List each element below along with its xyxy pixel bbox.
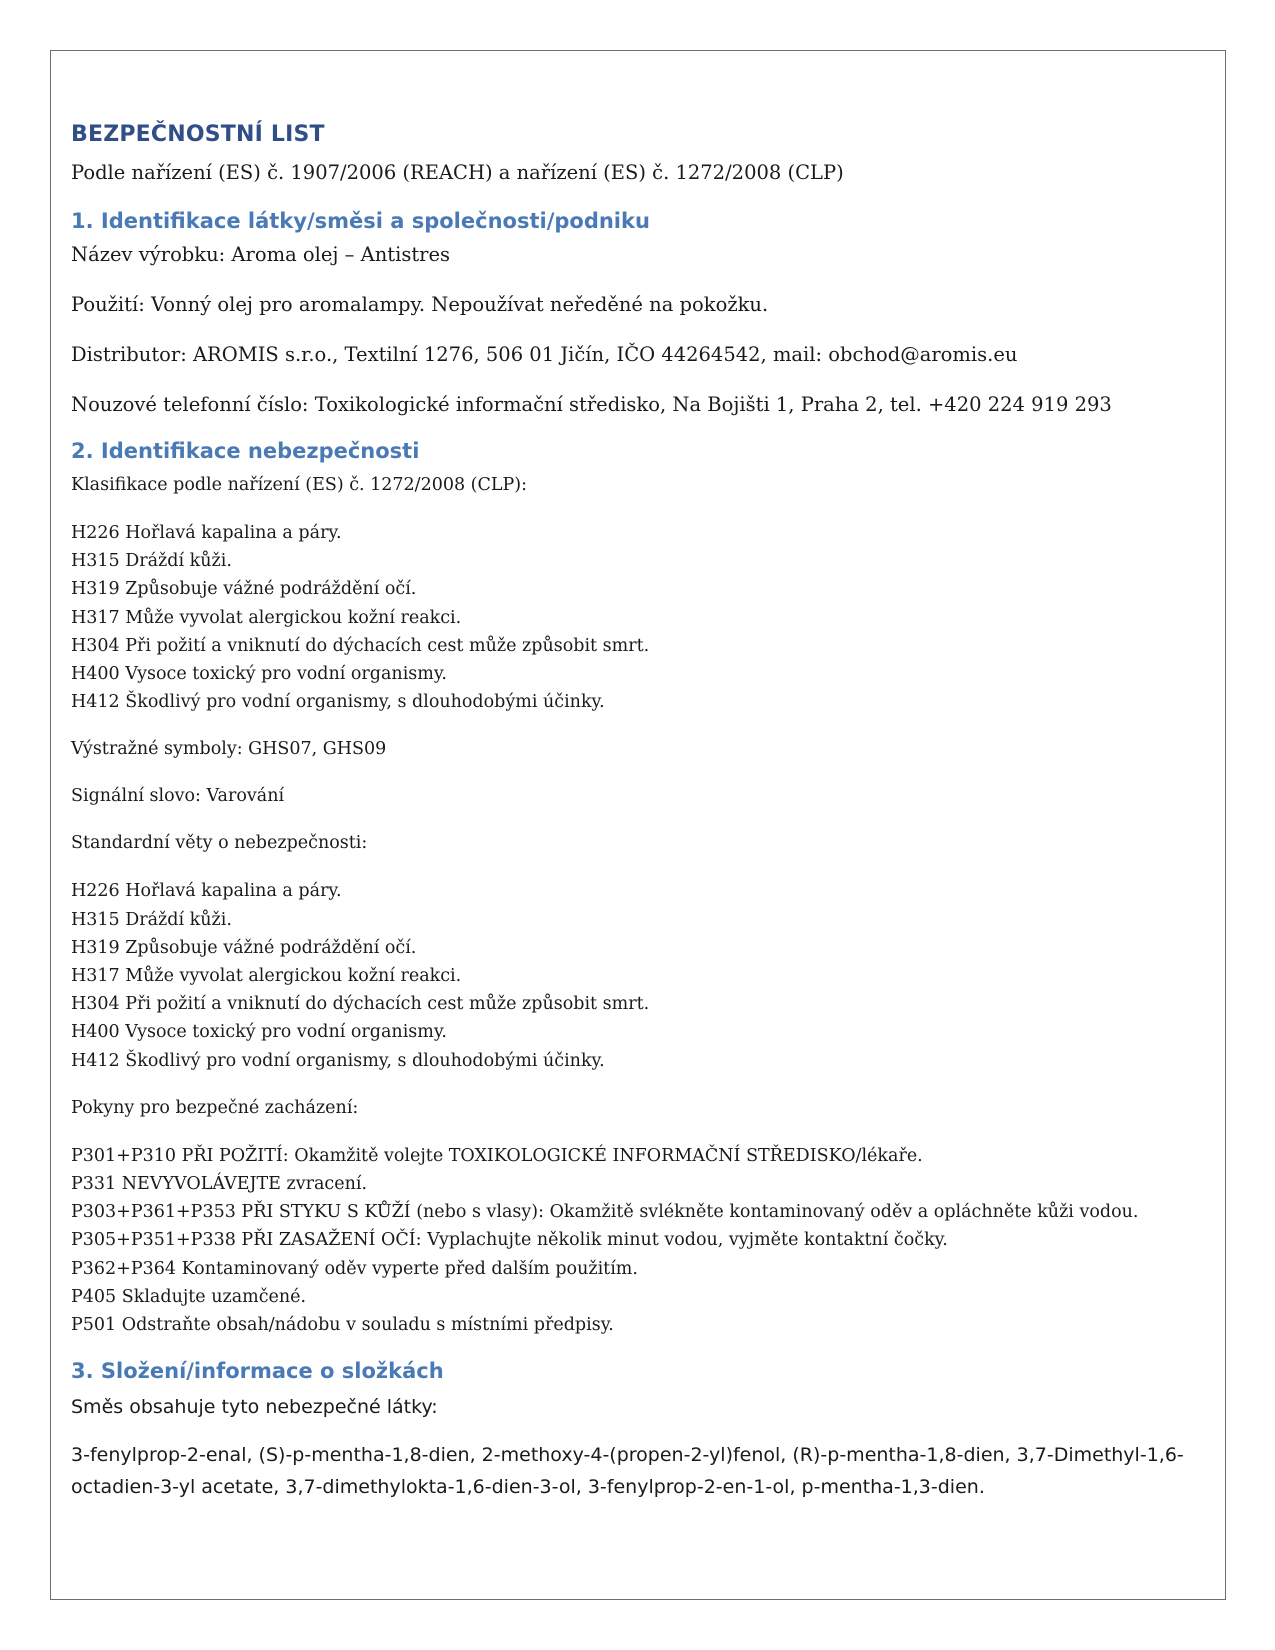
list-item: H400 Vysoce toxický pro vodní organismy. [71, 664, 447, 685]
precautionary-list [71, 1142, 1211, 1339]
list-item: P405 Skladujte uzamčené. [71, 1286, 307, 1307]
section2-heading: 2. Identifikace nebezpečnosti [71, 439, 420, 463]
document-body [71, 122, 1211, 1503]
signal-word: Signální slovo: Varování [71, 786, 285, 807]
list-item: P362+P364 Kontaminovaný oděv vyperte před dalším použitím. [71, 1258, 638, 1279]
hazard-statements-label: Standardní věty o nebezpečnosti: [71, 833, 368, 854]
composition-intro: Směs obsahuje tyto nebezpečné látky: [71, 1396, 438, 1419]
classification-label: Klasifikace podle nařízení (ES) č. 1272/2008 (CLP): [71, 475, 528, 495]
list-item: H315 Dráždí kůži. [71, 909, 232, 930]
composition-substances: 3-fenylprop-2-enal, (S)-p-mentha-1,8-dien, 2-methoxy-4-(propen-2-yl)fenol, (R)-p-mentha-1,8-dien, 3,7-Dimethyl-1,6-octadien-3-yl acetate, 3,7-dimethylokta-1,6-dien-3-ol, 3-fenylprop-2-en-1-ol, p-mentha-1,3-dien. [71, 1444, 1184, 1499]
hazard-statements-list [71, 877, 1211, 1074]
list-item: H412 Škodlivý pro vodní organismy, s dlouhodobými účinky. [71, 692, 605, 713]
list-item: H319 Způsobuje vážné podráždění očí. [71, 937, 417, 958]
list-item: P305+P351+P338 PŘI ZASAŽENÍ OČÍ: Vyplachujte několik minut vodou, vyjměte kontaktní čočky. [71, 1230, 948, 1251]
list-item: P303+P361+P353 PŘI STYKU S KŮŽÍ (nebo s vlasy): Okamžitě svlékněte kontaminovaný oděv a opláchněte kůži vodou. [71, 1202, 1139, 1223]
list-item: P501 Odstraňte obsah/nádobu v souladu s místními předpisy. [71, 1315, 614, 1336]
list-item: P331 NEVYVOLÁVEJTE zvracení. [71, 1174, 368, 1195]
hazard-symbols: Výstražné symboly: GHS07, GHS09 [71, 739, 387, 760]
list-item: H317 Může vyvolat alergickou kožní reakci. [71, 607, 462, 628]
list-item: H400 Vysoce toxický pro vodní organismy. [71, 1022, 447, 1043]
emergency-phone: Nouzové telefonní číslo: Toxikologické informační středisko, Na Bojišti 1, Praha 2, tel. +420 224 919 293 [71, 393, 1112, 416]
list-item: P301+P310 PŘI POŽITÍ: Okamžitě volejte TOXIKOLOGICKÉ INFORMAČNÍ STŘEDISKO/lékaře. [71, 1145, 923, 1166]
list-item: H319 Způsobuje vážné podráždění očí. [71, 579, 417, 600]
list-item: H304 Při požití a vniknutí do dýchacích cest může způsobit smrt. [71, 994, 650, 1015]
list-item: H317 Může vyvolat alergickou kožní reakci. [71, 966, 462, 987]
list-item: H412 Škodlivý pro vodní organismy, s dlouhodobými účinky. [71, 1050, 605, 1071]
product-name: Název výrobku: Aroma olej – Antistres [71, 243, 451, 266]
document-title: BEZPEČNOSTNÍ LIST [71, 122, 325, 147]
section1-heading: 1. Identifikace látky/směsi a společnosti/podniku [71, 209, 650, 233]
list-item: H304 Při požití a vniknutí do dýchacích cest může způsobit smrt. [71, 635, 650, 656]
document-subtitle: Podle nařízení (ES) č. 1907/2006 (REACH) a nařízení (ES) č. 1272/2008 (CLP) [71, 161, 844, 184]
product-usage: Použití: Vonný olej pro aromalampy. Nepoužívat neředěné na pokožku. [71, 293, 769, 316]
list-item: H226 Hořlavá kapalina a páry. [71, 881, 342, 902]
precautionary-label: Pokyny pro bezpečné zacházení: [71, 1097, 359, 1118]
list-item: H315 Dráždí kůži. [71, 551, 232, 572]
list-item: H226 Hořlavá kapalina a páry. [71, 523, 342, 543]
classification-list [71, 519, 1211, 716]
distributor-info: Distributor: AROMIS s.r.o., Textilní 1276, 506 01 Jičín, IČO 44264542, mail: obchod@aromis.eu [71, 343, 1018, 366]
section3-heading: 3. Složení/informace o složkách [71, 1359, 444, 1384]
